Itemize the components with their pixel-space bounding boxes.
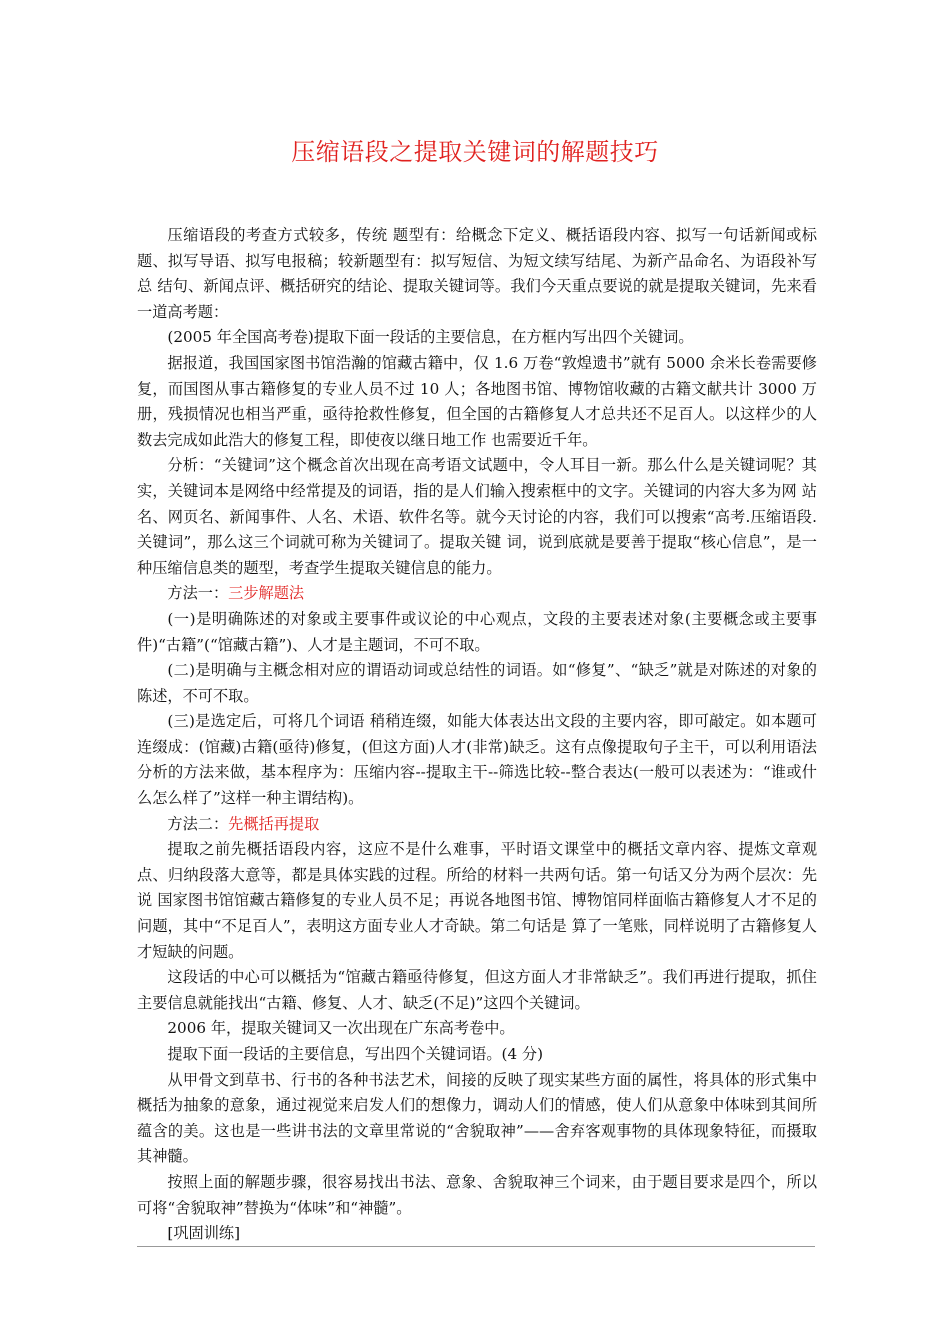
page-title: 压缩语段之提取关键词的解题技巧	[291, 138, 659, 166]
method-one-prefix: 方法一：	[167, 584, 229, 603]
paragraph-analysis: 分析：“关键词”这个概念首次出现在高考语文试题中，令人耳目一新。那么什么是关键词呢？其实，关键词本是网络中经常提及的词语，指的是人们输入搜索框中的文字。关键词的内容大多为网 站名、网页名、新闻事件、人名、术语、软件名等。就今天讨论的内容，我们可以搜索“高考.压缩语段.关键词”，那么这三个词就可称为关键词了。提取关键 词，说到底就是要善于提取“核心信息”，是一种压缩信息类的题型，考查学生提取关键信息的能力。	[137, 456, 817, 577]
paragraph-summary: 提取之前先概括语段内容，这应不是什么难事，平时语文课堂中的概括文章内容、提炼文章观点、归纳段落大意等，都是具体实践的过程。所给的材料一共两句话。第一句话又分为两个层次：先说 国家图书馆馆藏古籍修复的专业人员不足；再说各地图书馆、博物馆同样面临古籍修复人才不足的问题，其中“不足百人”，表明这方面专业人才奇缺。第二句话是 算了一笔账，同样说明了古籍修复人才短缺的问题。	[137, 840, 817, 961]
paragraph-task: 提取下面一段话的主要信息，写出四个关键词语。(4 分)	[167, 1045, 544, 1063]
paragraph-passage: 据报道，我国国家图书馆浩瀚的馆藏古籍中，仅 1.6 万卷“敦煌遗书”就有 5000 余米长卷需要修复，而国图从事古籍修复的专业人员不过 10 人；各地图书馆、博物馆收藏的古籍文献共计 3000 万册，残损情况也相当严重，亟待抢救性修复，但全国的古籍修复人才总共还不足百人。以这样少的人数去完成如此浩大的修复工程，即使夜以继日地工作 也需要近千年。	[137, 353, 817, 449]
paragraph-calligraphy: 从甲骨文到草书、行书的各种书法艺术，间接的反映了现实某些方面的属性，将具体的形式集中概括为抽象的意象，通过视觉来启发人们的想像力，调动人们的情感，使人们从意象中体味到其间所 蕴含的美。这也是一些讲书法的文章里常说的“舍貌取神”——舍弃客观事物的具体现象特征，而摄取其神髓。	[137, 1070, 817, 1166]
step-one: (一)是明确陈述的对象或主要事件或议论的中心观点，文段的主要表述对象(主要概念或主要事件)“古籍”(“馆藏古籍”)、人才是主题词，不可不取。	[137, 609, 817, 654]
method-one-name: 三步解题法	[228, 584, 305, 603]
paragraph-center: 这段话的中心可以概括为“馆藏古籍亟待修复，但这方面人才非常缺乏”。我们再进行提取，抓住主要信息就能找出“古籍、修复、人才、缺乏(不足)”这四个关键词。	[137, 968, 817, 1012]
method-two-prefix: 方法二：	[167, 814, 229, 833]
footer-divider	[137, 1246, 815, 1247]
method-two-name: 先概括再提取	[228, 814, 320, 833]
paragraph-question: (2005 年全国高考卷)提取下面一段话的主要信息，在方框内写出四个关键词。	[167, 328, 694, 347]
step-two: (二)是明确与主概念相对应的谓语动词或总结性的词语。如“修复”、“缺乏”就是对陈述的对象的陈述，不可不取。	[137, 661, 817, 705]
paragraph-2006: 2006 年，提取关键词又一次出现在广东高考卷中。	[167, 1019, 515, 1038]
paragraph-solution: 按照上面的解题步骤，很容易找出书法、意象、舍貌取神三个词来，由于题目要求是四个，所以可将“舍貌取神”替换为“体味”和“神髓”。	[137, 1172, 817, 1217]
method-one-heading	[137, 581, 817, 607]
document-body	[137, 223, 817, 1247]
method-two-heading	[137, 812, 817, 838]
paragraph-intro: 压缩语段的考查方式较多，传统 题型有：给概念下定义、概括语段内容、拟写一句话新闻或标题、拟写导语、拟写电报稿；较新题型有：拟写短信、为短文续写结尾、为新产品命名、为语段补写总 结句、新闻点评、概括研究的结论、提取关键词等。我们今天重点要说的就是提取关键词，先来看一道高考题：	[137, 226, 817, 321]
paragraph-exercise-label: [巩固训练]	[167, 1224, 240, 1243]
step-three: (三)是选定后，可将几个词语 稍稍连缀，如能大体表达出文段的主要内容，即可敲定。如本题可连缀成：(馆藏)古籍(亟待)修复，(但这方面)人才(非常)缺乏。这有点像提取句子主干，可以利用语法分析的方法来做，基本程序为：压缩内容--提取主干--筛选比较--整合表达(一般可以表述为：“谁或什么怎么样了”这样一种主谓结构)。	[137, 712, 817, 808]
